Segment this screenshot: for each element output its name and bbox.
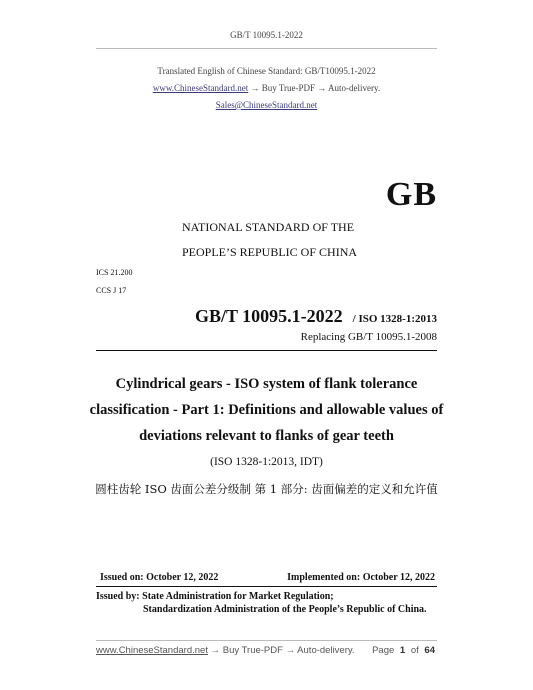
number-divider — [96, 350, 437, 351]
implemented-on: Implemented on: October 12, 2022 — [287, 572, 435, 583]
issued-on: Issued on: October 12, 2022 — [100, 572, 219, 583]
standard-number: GB/T 10095.1-2022 — [194, 306, 343, 326]
page-indicator — [372, 645, 435, 656]
promo-line-1: Translated English of Chinese Standard: GB/T10095.1-2022 — [157, 66, 376, 76]
footer-promo — [96, 645, 355, 656]
chinese-title: 圆柱齿轮 ISO 齿面公差分级制 第 1 部分: 齿面偏差的定义和允许值 — [95, 482, 438, 496]
idt-note: (ISO 1328-1:2013, IDT) — [210, 456, 323, 468]
issued-by-line-2: Standardization Administration of the People’s Republic of China. — [143, 604, 427, 615]
site-link[interactable]: www.ChineseStandard.net — [152, 83, 249, 93]
ccs-code: CCS J 17 — [96, 286, 127, 295]
page-current: 1 — [399, 645, 406, 656]
promo-line-3 — [0, 100, 533, 110]
ics-code: ICS 21.200 — [96, 268, 133, 277]
footer-divider — [96, 640, 437, 641]
issued-by-line-1: Issued by: State Administration for Market Regulation; — [96, 591, 334, 602]
title-line-1: Cylindrical gears - ISO system of flank tolerance — [115, 376, 418, 392]
gb-mark: GB — [385, 176, 437, 213]
dates-divider — [96, 586, 437, 587]
email-link[interactable]: Sales@ChineseStandard.net — [215, 100, 318, 110]
title-line-3: deviations relevant to flanks of gear teeth — [139, 428, 394, 444]
promo-line-2-rest: → Buy True-PDF → Auto-delivery. — [250, 83, 381, 93]
title-line-2: classification - Part 1: Definitions and allowable values of — [89, 402, 444, 418]
page-of: of — [410, 645, 419, 656]
page-total: 64 — [424, 645, 435, 656]
replacing-note: Replacing GB/T 10095.1-2008 — [300, 331, 437, 343]
iso-reference: / ISO 1328-1:2013 — [352, 313, 437, 325]
national-line-2: PEOPLE’S REPUBLIC OF CHINA — [182, 245, 358, 259]
running-header: GB/T 10095.1-2022 — [230, 30, 303, 40]
footer-site-link[interactable]: www.ChineseStandard.net — [96, 645, 208, 656]
header-divider — [96, 48, 437, 49]
footer-promo-rest: → Buy True-PDF → Auto-delivery. — [210, 645, 355, 656]
promo-line-2 — [0, 83, 533, 93]
national-line-1: NATIONAL STANDARD OF THE — [182, 220, 355, 234]
standard-number-line — [195, 306, 437, 327]
page-label: Page — [372, 645, 395, 656]
